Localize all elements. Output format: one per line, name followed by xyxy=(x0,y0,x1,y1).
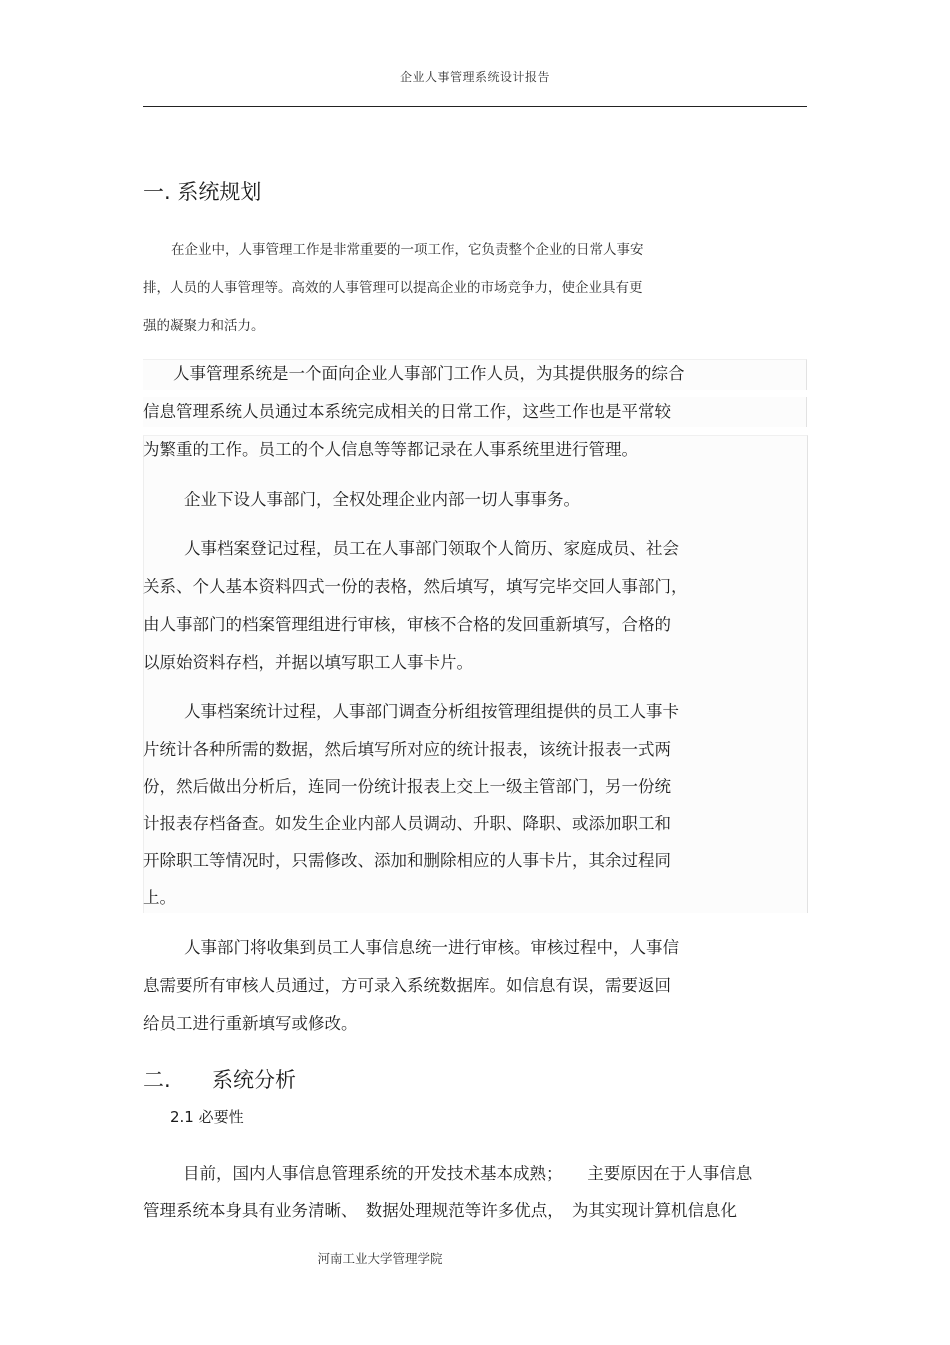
stats-line-6: 上。 xyxy=(143,888,176,907)
review-line-1: 人事部门将收集到员工人事信息统一进行审核。审核过程中，人事信 xyxy=(184,938,679,957)
necessity-line-1: 目前，国内人事信息管理系统的开发技术基本成熟； 主要原因在于人事信息 xyxy=(183,1164,753,1183)
page-footer: 河南工业大学管理学院 xyxy=(317,1251,443,1266)
stats-line-5: 开除职工等情况时，只需修改、添加和删除相应的人事卡片，其余过程同 xyxy=(143,851,671,870)
review-line-3: 给员工进行重新填写或修改。 xyxy=(143,1014,358,1033)
system-line-2: 信息管理系统人员通过本系统完成相关的日常工作，这些工作也是平常较 xyxy=(143,402,671,421)
intro-line-3: 强的凝聚力和活力。 xyxy=(143,318,265,334)
stats-line-2: 片统计各种所需的数据，然后填写所对应的统计报表，该统计报表一式两 xyxy=(143,740,671,759)
dept-line: 企业下设人事部门，全权处理企业内部一切人事事务。 xyxy=(184,490,580,509)
intro-line-2: 排，人员的人事管理等。高效的人事管理可以提高企业的市场竞争力，使企业具有更 xyxy=(143,280,643,296)
subsection-2-1-heading: 2.1 必要性 xyxy=(170,1108,244,1126)
header-rule xyxy=(143,106,807,107)
page-header: 企业人事管理系统设计报告 xyxy=(399,70,550,84)
system-line-3: 为繁重的工作。员工的个人信息等等都记录在人事系统里进行管理。 xyxy=(143,440,638,459)
section-2-heading-number: 二. xyxy=(143,1068,171,1092)
register-line-4: 以原始资料存档，并据以填写职工人事卡片。 xyxy=(143,653,473,672)
stats-line-1: 人事档案统计过程，人事部门调查分析组按管理组提供的员工人事卡 xyxy=(184,702,679,721)
stats-line-3: 份，然后做出分析后，连同一份统计报表上交上一级主管部门，另一份统 xyxy=(143,777,671,796)
stats-line-4: 计报表存档备查。如发生企业内部人员调动、升职、降职、或添加职工和 xyxy=(143,814,671,833)
necessity-line-2: 管理系统本身具有业务清晰、 数据处理规范等许多优点， 为其实现计算机信息化 xyxy=(143,1201,737,1220)
review-line-2: 息需要所有审核人员通过，方可录入系统数据库。如信息有误，需要返回 xyxy=(143,976,671,995)
register-line-1: 人事档案登记过程，员工在人事部门领取个人简历、家庭成员、社会 xyxy=(184,539,679,558)
section-2-heading: 系统分析 xyxy=(212,1068,296,1092)
intro-line-1: 在企业中，人事管理工作是非常重要的一项工作，它负责整个企业的日常人事安 xyxy=(171,242,644,258)
register-line-2: 关系、个人基本资料四式一份的表格，然后填写，填写完毕交回人事部门， xyxy=(143,577,688,596)
section-1-heading: 一. 系统规划 xyxy=(143,180,262,204)
system-line-1: 人事管理系统是一个面向企业人事部门工作人员，为其提供服务的综合 xyxy=(173,364,685,383)
register-line-3: 由人事部门的档案管理组进行审核，审核不合格的发回重新填写，合格的 xyxy=(143,615,671,634)
